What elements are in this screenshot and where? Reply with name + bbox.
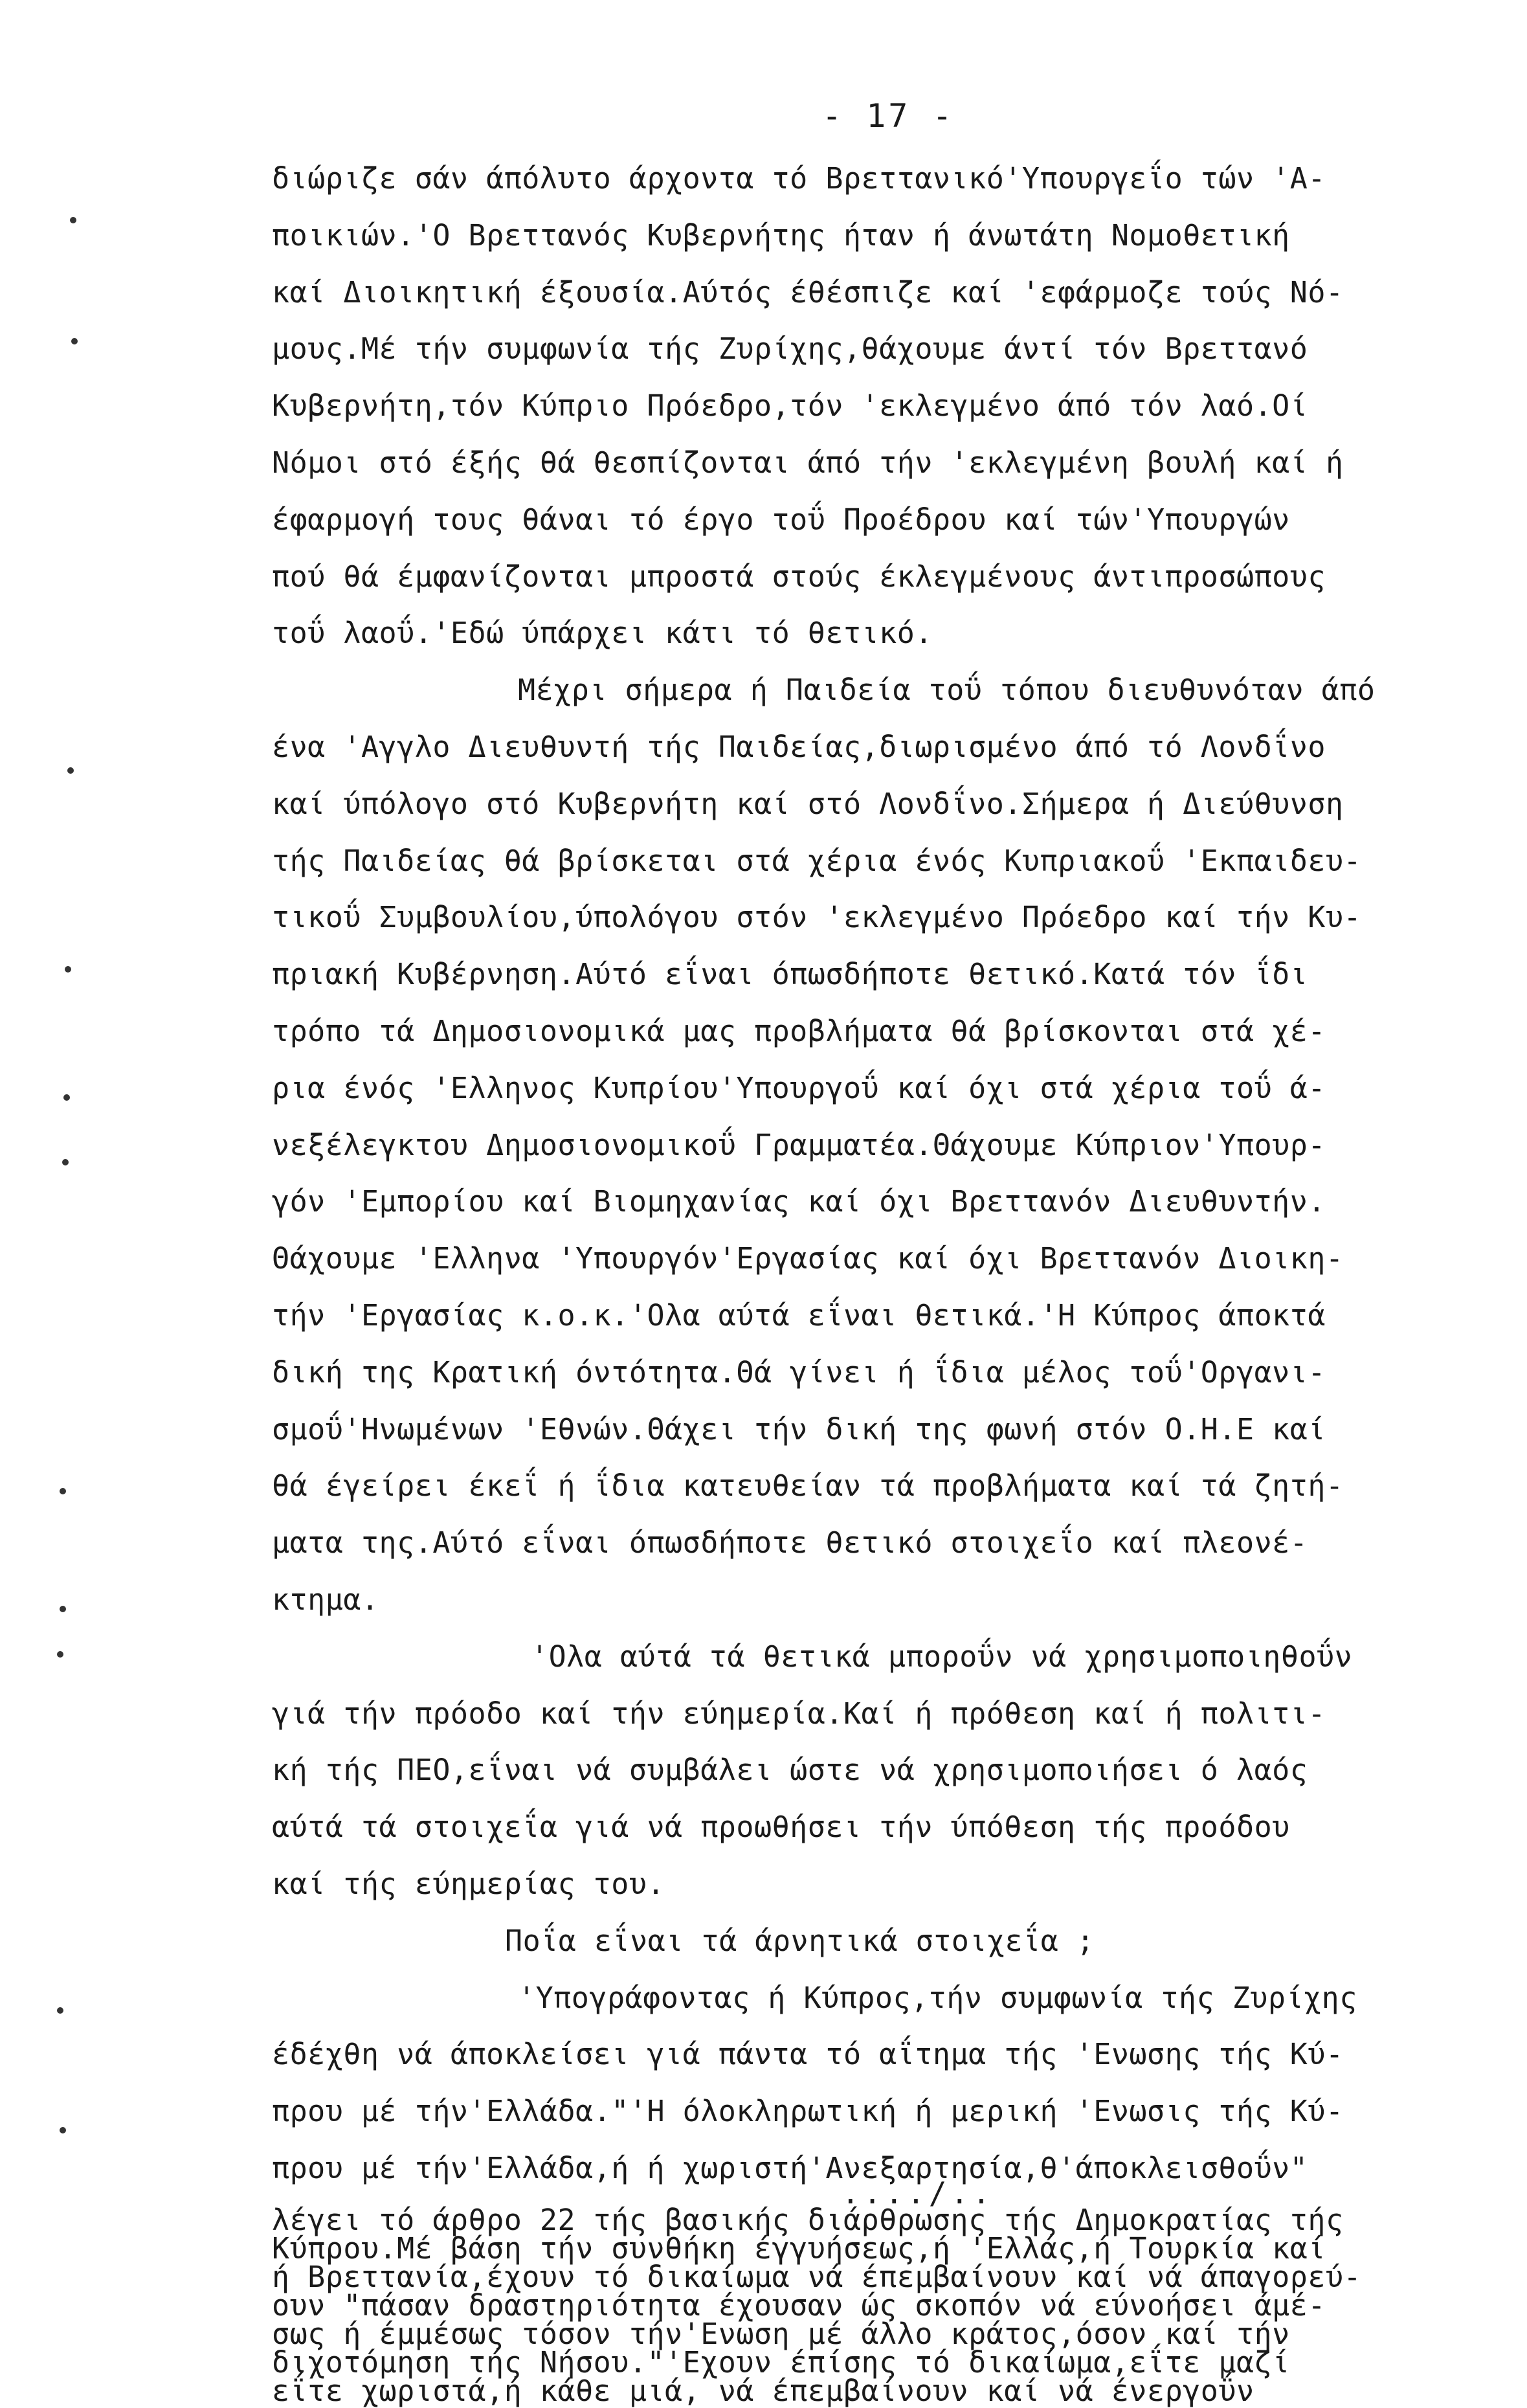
text-line: τής Παιδείας θά βρίσκεται στά χέρια ένός Κυπριακοΰ 'Εκπαιδευ-: [272, 843, 1362, 878]
text-line: πρου μέ τήν'Ελλάδα,ή ή χωριστή'Ανεξαρτησία,θ'άποκλεισθοΰν": [272, 2150, 1308, 2185]
text-line: λέγει τό άρθρο 22 τής βασικής διάρθρωσης τής Δημοκρατίας τής: [272, 2202, 1344, 2237]
text-line: Ποΐα εΐναι τά άρνητικά στοιχεΐα ;: [505, 1923, 1095, 1958]
text-line: 'Υπογράφοντας ή Κύπρος,τήν συμφωνία τής Ζυρίχης: [518, 1980, 1357, 2015]
paragraph: [272, 150, 1476, 662]
text-line: ρια ένός 'Ελληνος Κυπρίου'Υπουργοΰ καί όχι στά χέρια τοΰ ά-: [272, 1070, 1326, 1105]
text-line: ματα της.Αύτό εΐναι όπωσδήποτε θετικό στοιχεΐο καί πλεονέ-: [272, 1525, 1308, 1560]
paragraph: [272, 1913, 1476, 1970]
text-line: ουν "πάσαν δραστηριότητα έχουσαν ώς σκοπόν νά εύνοήσει άμέ-: [272, 2288, 1326, 2323]
text-line: κή τής ΠΕΟ,εΐναι νά συμβάλει ώστε νά χρησιμοποιήσει ό λαός: [272, 1753, 1308, 1788]
text-line: διχοτόμηση τής Νήσου."'Εχουν έπίσης τό δικαίωμα,εΐτε μαζί: [272, 2345, 1290, 2380]
text-line: Μέχρι σήμερα ή Παιδεία τοΰ τόπου διευθυνόταν άπό: [518, 673, 1376, 708]
text-line: Θάχουμε 'Ελληνα 'Υπουργόν'Εργασίας καί όχι Βρεττανόν Διοικη-: [272, 1241, 1344, 1276]
text-line: πρου μέ τήν'Ελλάδα."'Η όλοκληρωτική ή μερική 'Ενωσις τής Κύ-: [272, 2094, 1344, 2129]
text-line: μους.Μέ τήν συμφωνία τής Ζυρίχης,θάχουμε άντί τόν Βρεττανό: [272, 332, 1308, 366]
text-line: τήν 'Εργασίας κ.ο.κ.'Ολα αύτά εΐναι θετικά.'Η Κύπρος άποκτά: [272, 1298, 1326, 1333]
text-line: τρόπο τά Δημοσιονομικά μας προβλήματα θά βρίσκονται στά χέ-: [272, 1013, 1326, 1048]
text-line: γόν 'Εμπορίου καί Βιομηχανίας καί όχι Βρεττανόν Διευθυντήν.: [272, 1184, 1326, 1219]
text-line: Κυβερνήτη,τόν Κύπριο Πρόεδρο,τόν 'εκλεγμένο άπό τόν λαό.Οί: [272, 388, 1308, 423]
text-line: δική της Κρατική όντότητα.Θά γίνει ή ΐδια μέλος τοΰ'Οργανι-: [272, 1355, 1326, 1390]
text-line: τικοΰ Συμβουλίου,ύπολόγου στόν 'εκλεγμένο Πρόεδρο καί τήν Κυ-: [272, 900, 1362, 935]
text-line: Νόμοι στό έξής θά θεσπίζονται άπό τήν 'εκλεγμένη βουλή καί ή: [272, 445, 1344, 480]
page-number: - 17 -: [822, 97, 955, 135]
paragraph: [272, 1628, 1476, 1913]
margin-speck: [57, 2007, 63, 2014]
text-line: έδέχθη νά άποκλείσει γιά πάντα τό αΐτημα τής 'Ενωσης τής Κύ-: [272, 2037, 1344, 2072]
text-line: τοΰ λαοΰ.'Εδώ ύπάρχει κάτι τό θετικό.: [272, 616, 933, 651]
margin-speck: [67, 767, 74, 774]
text-line: γιά τήν πρόοδο καί τήν εύημερία.Καί ή πρόθεση καί ή πολιτι-: [272, 1696, 1326, 1731]
text-line: σως ή έμμέσως τόσον τήν'Ενωση μέ άλλο κράτος,όσον καί τήν: [272, 2316, 1290, 2351]
margin-speck: [63, 1094, 70, 1101]
text-line: θά έγείρει έκεΐ ή ΐδια κατευθείαν τά προβλήματα καί τά ζητή-: [272, 1468, 1344, 1503]
text-line: σμοΰ'Ηνωμένων 'Εθνών.Θάχει τήν δική της φωνή στόν Ο.Η.Ε καί: [272, 1412, 1326, 1446]
text-line: κτημα.: [272, 1582, 379, 1617]
text-line: εΐτε χωριστά,ή κάθε μιά, νά έπεμβαίνουν καί νά ένεργοΰν: [272, 2373, 1254, 2408]
text-line: ένα 'Αγγλο Διευθυντή τής Παιδείας,διωρισμένο άπό τό Λονδΐνο: [272, 729, 1326, 764]
text-line: καί τής εύημερίας του.: [272, 1866, 665, 1901]
text-line: ή Βρεττανία,έχουν τό δικαίωμα νά έπεμβαίνουν καί νά άπαγορεύ-: [272, 2259, 1362, 2294]
text-line: διώριζε σάν άπόλυτο άρχοντα τό Βρεττανικό'Υπουργεΐο τών 'Α-: [272, 161, 1326, 196]
text-line: Κύπρου.Μέ βάση τήν συνθήκη έγγυήσεως,ή 'Ελλάς,ή Τουρκία καί: [272, 2231, 1326, 2266]
margin-speck: [70, 217, 76, 223]
text-line: έφαρμογή τους θάναι τό έργο τοΰ Προέδρου καί τών'Υπουργών: [272, 502, 1290, 537]
margin-speck: [62, 1159, 69, 1165]
text-line: 'Ολα αύτά τά θετικά μποροΰν νά χρησιμοποιηθοΰν: [531, 1639, 1353, 1674]
text-line: καί Διοικητική έξουσία.Αύτός έθέσπιζε καί 'εφάρμοζε τούς Νό-: [272, 275, 1344, 309]
document-body: [272, 150, 1476, 2408]
margin-speck: [71, 338, 78, 344]
text-line: καί ύπόλογο στό Κυβερνήτη καί στό Λονδΐνο.Σήμερα ή Διεύθυνση: [272, 786, 1344, 821]
margin-speck: [60, 1606, 66, 1612]
text-line: νεξέλεγκτου Δημοσιονομικοΰ Γραμματέα.Θάχουμε Κύπριον'Υπουρ-: [272, 1127, 1326, 1162]
text-line: ποικιών.'Ο Βρεττανός Κυβερνήτης ήταν ή άνωτάτη Νομοθετική: [272, 218, 1290, 253]
text-line: πού θά έμφανίζονται μπροστά στούς έκλεγμένους άντιπροσώπους: [272, 559, 1326, 594]
paragraph: [272, 2202, 1476, 2408]
margin-speck: [57, 1651, 63, 1658]
margin-speck: [60, 1488, 66, 1494]
paragraph: [272, 662, 1476, 1628]
text-line: πριακή Κυβέρνηση.Αύτό εΐναι όπωσδήποτε θετικό.Κατά τόν ΐδι: [272, 957, 1308, 992]
margin-speck: [65, 966, 71, 973]
text-line: αύτά τά στοιχεΐα γιά νά προωθήσει τήν ύπόθεση τής προόδου: [272, 1810, 1290, 1845]
margin-speck: [60, 2127, 66, 2133]
continuation-marker: ..../..: [842, 2176, 994, 2211]
paragraph: [272, 1970, 1476, 2197]
